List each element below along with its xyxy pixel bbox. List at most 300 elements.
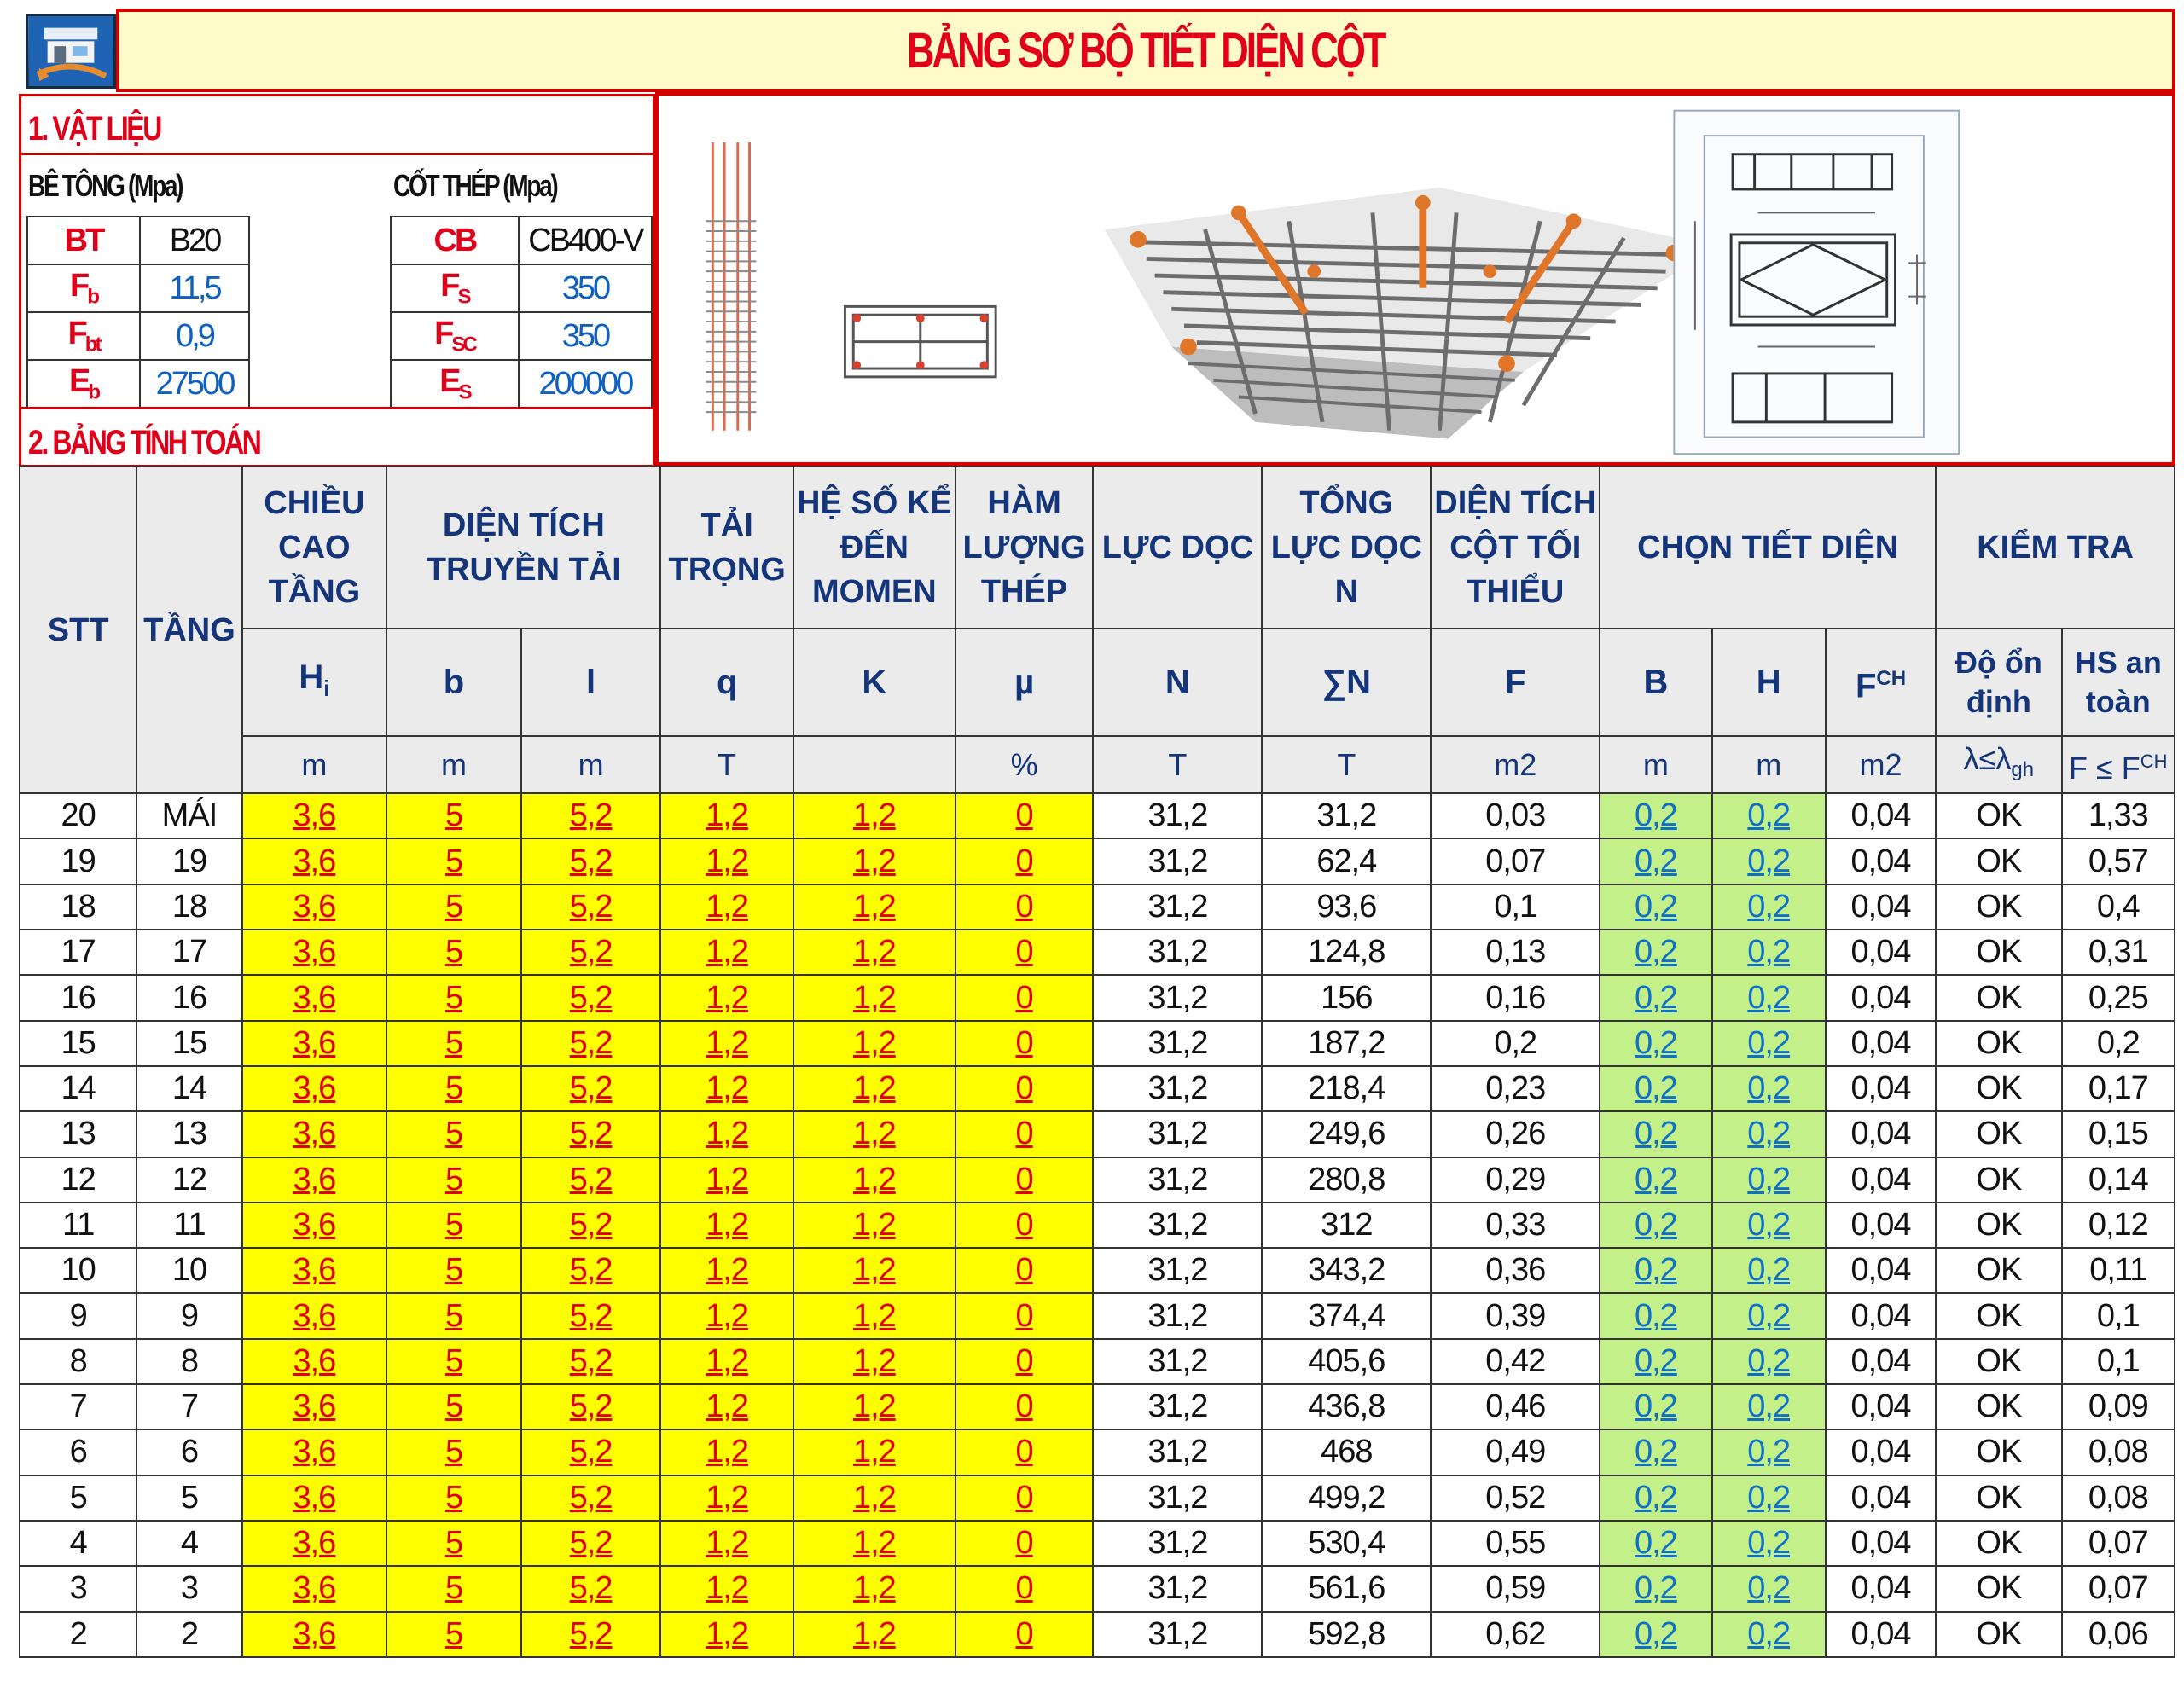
cell-k[interactable]: 1,2 (793, 793, 956, 838)
cell-hi[interactable]: 3,6 (242, 1475, 387, 1521)
cell-hs: 0,57 (2062, 838, 2175, 884)
table-row (20, 1021, 2175, 1066)
cell-b[interactable]: 5 (386, 1248, 521, 1293)
cell-mu[interactable]: 0 (956, 1248, 1094, 1293)
header-kiem-tra: KIỂM TRA (1936, 467, 2175, 629)
cell-n: 31,2 (1093, 930, 1262, 975)
cell-b[interactable]: 5 (386, 884, 521, 930)
cell-tang: 9 (136, 1293, 241, 1338)
cell-hh[interactable]: 0,2 (1712, 1475, 1826, 1521)
cell-stt: 19 (20, 838, 136, 884)
steel-row (391, 264, 652, 312)
cell-fch: 0,04 (1826, 975, 1936, 1020)
cell-k[interactable]: 1,2 (793, 1429, 956, 1475)
cell-l[interactable]: 5,2 (521, 1157, 661, 1203)
steel-fsc-value[interactable]: 350 (519, 312, 652, 360)
cell-hi[interactable]: 3,6 (242, 1293, 387, 1338)
cell-hi[interactable]: 3,6 (242, 1612, 387, 1657)
header-dien-tich: DIỆN TÍCH TRUYỀN TẢI (386, 467, 660, 629)
cell-n: 31,2 (1093, 1612, 1262, 1657)
header-ham-luong: HÀM LƯỢNG THÉP (956, 467, 1094, 629)
cell-mu[interactable]: 0 (956, 930, 1094, 975)
cell-l[interactable]: 5,2 (521, 793, 661, 838)
cell-k[interactable]: 1,2 (793, 1157, 956, 1203)
cell-f: 0,62 (1431, 1612, 1600, 1657)
cell-hs: 0,07 (2062, 1566, 2175, 1611)
cell-f: 0,23 (1431, 1066, 1600, 1111)
cell-n: 31,2 (1093, 1475, 1262, 1521)
cell-f: 0,2 (1431, 1021, 1600, 1066)
cell-hs: 0,1 (2062, 1339, 2175, 1384)
cell-l[interactable]: 5,2 (521, 1429, 661, 1475)
cell-n: 31,2 (1093, 1566, 1262, 1611)
cell-hi[interactable]: 3,6 (242, 884, 387, 930)
cell-hh[interactable]: 0,2 (1712, 1111, 1826, 1157)
cell-ok: OK (1936, 1293, 2061, 1338)
cell-bb[interactable]: 0,2 (1600, 1612, 1711, 1657)
cell-bb[interactable]: 0,2 (1600, 1066, 1711, 1111)
cell-b[interactable]: 5 (386, 1339, 521, 1384)
concrete-row (27, 264, 249, 312)
cell-q[interactable]: 1,2 (660, 1429, 793, 1475)
cell-fch: 0,04 (1826, 1612, 1936, 1657)
steel-grade-label: CB (391, 217, 519, 264)
cell-fch: 0,04 (1826, 1339, 1936, 1384)
cell-fch: 0,04 (1826, 1521, 1936, 1566)
cell-b[interactable]: 5 (386, 1293, 521, 1338)
cell-mu[interactable]: 0 (956, 1293, 1094, 1338)
cell-q[interactable]: 1,2 (660, 1475, 793, 1521)
cell-hi[interactable]: 3,6 (242, 793, 387, 838)
concrete-fbt-value[interactable]: 0,9 (140, 312, 249, 360)
table-row (20, 1521, 2175, 1566)
cell-b[interactable]: 5 (386, 1203, 521, 1248)
symbol-row (20, 629, 2175, 736)
cell-hs: 0,11 (2062, 1248, 2175, 1293)
cell-k[interactable]: 1,2 (793, 1293, 956, 1338)
cell-k[interactable]: 1,2 (793, 975, 956, 1020)
concrete-row (27, 312, 249, 360)
cell-stt: 4 (20, 1521, 136, 1566)
cell-bb[interactable]: 0,2 (1600, 1521, 1711, 1566)
cell-hs: 0,12 (2062, 1203, 2175, 1248)
cell-q[interactable]: 1,2 (660, 1612, 793, 1657)
cell-mu[interactable]: 0 (956, 1429, 1094, 1475)
cell-k[interactable]: 1,2 (793, 1612, 956, 1657)
header-he-so: HỆ SỐ KỂ ĐẾN MOMEN (793, 467, 956, 629)
steel-row (391, 360, 652, 408)
symbol-hs-an-toan: HS an toàn (2062, 629, 2175, 736)
cell-l[interactable]: 5,2 (521, 1475, 661, 1521)
cell-bb[interactable]: 0,2 (1600, 975, 1711, 1020)
concrete-table (26, 216, 250, 409)
cell-fch: 0,04 (1826, 793, 1936, 838)
cell-l[interactable]: 5,2 (521, 884, 661, 930)
concrete-fbt-label: $F_{bt}$ (27, 312, 140, 360)
cell-f: 0,36 (1431, 1248, 1600, 1293)
cell-bb[interactable]: 0,2 (1600, 1339, 1711, 1384)
cell-q[interactable]: 1,2 (660, 1384, 793, 1429)
header-tai-trong: TẢI TRỌNG (660, 467, 793, 629)
cell-b[interactable]: 5 (386, 1612, 521, 1657)
app-logo (26, 14, 116, 89)
cell-hi[interactable]: 3,6 (242, 1566, 387, 1611)
title-bar (116, 9, 2175, 92)
cell-fch: 0,04 (1826, 1066, 1936, 1111)
cell-q[interactable]: 1,2 (660, 1157, 793, 1203)
unit-do-on-dinh: $\lambda\le\lambda_{gh}$ (1936, 736, 2061, 793)
cell-hs: 0,15 (2062, 1111, 2175, 1157)
table-row (20, 1066, 2175, 1111)
cell-l[interactable]: 5,2 (521, 1339, 661, 1384)
cell-q[interactable]: 1,2 (660, 1339, 793, 1384)
table-row (20, 1566, 2175, 1611)
unit-hi: m (242, 736, 387, 793)
cell-b[interactable]: 5 (386, 1566, 521, 1611)
cell-q[interactable]: 1,2 (660, 1066, 793, 1111)
cell-mu[interactable]: 0 (956, 975, 1094, 1020)
concrete-grade-label: BT (27, 217, 140, 264)
cell-k[interactable]: 1,2 (793, 1066, 956, 1111)
cell-bb[interactable]: 0,2 (1600, 1293, 1711, 1338)
cell-l[interactable]: 5,2 (521, 1566, 661, 1611)
cell-stt: 18 (20, 884, 136, 930)
cell-b[interactable]: 5 (386, 1384, 521, 1429)
cell-stt: 3 (20, 1566, 136, 1611)
cell-mu[interactable]: 0 (956, 793, 1094, 838)
cell-q[interactable]: 1,2 (660, 838, 793, 884)
cell-b[interactable]: 5 (386, 1021, 521, 1066)
cell-mu[interactable]: 0 (956, 1566, 1094, 1611)
cell-tang: 4 (136, 1521, 241, 1566)
cell-k[interactable]: 1,2 (793, 1384, 956, 1429)
cell-bb[interactable]: 0,2 (1600, 1429, 1711, 1475)
cell-mu[interactable]: 0 (956, 1157, 1094, 1203)
header-tong-luc: TỔNG LỰC DỌC N (1262, 467, 1431, 629)
cell-n: 31,2 (1093, 975, 1262, 1020)
cell-stt: 20 (20, 793, 136, 838)
unit-f: m2 (1431, 736, 1600, 793)
cell-hs: 0,17 (2062, 1066, 2175, 1111)
cell-q[interactable]: 1,2 (660, 975, 793, 1020)
rebar-drawings-image (659, 96, 2172, 462)
cell-sum-n: 280,8 (1262, 1157, 1431, 1203)
cell-sum-n: 561,6 (1262, 1566, 1431, 1611)
cell-hi[interactable]: 3,6 (242, 838, 387, 884)
cell-mu[interactable]: 0 (956, 1612, 1094, 1657)
header-tang: TẦNG (136, 467, 241, 793)
concrete-eb-label: $E_b$ (27, 360, 140, 408)
steel-grade-value[interactable]: CB400-V (519, 217, 652, 264)
cell-fch: 0,04 (1826, 1429, 1936, 1475)
cell-l[interactable]: 5,2 (521, 1384, 661, 1429)
cell-bb[interactable]: 0,2 (1600, 1566, 1711, 1611)
cell-hi[interactable]: 3,6 (242, 975, 387, 1020)
cell-bb[interactable]: 0,2 (1600, 1384, 1711, 1429)
cell-q[interactable]: 1,2 (660, 1521, 793, 1566)
cell-stt: 2 (20, 1612, 136, 1657)
cell-hs: 0,09 (2062, 1384, 2175, 1429)
cell-bb[interactable]: 0,2 (1600, 884, 1711, 930)
cell-hs: 0,25 (2062, 975, 2175, 1020)
cell-b[interactable]: 5 (386, 975, 521, 1020)
cell-sum-n: 592,8 (1262, 1612, 1431, 1657)
cell-bb[interactable]: 0,2 (1600, 1157, 1711, 1203)
cell-ok: OK (1936, 1203, 2061, 1248)
cell-sum-n: 218,4 (1262, 1066, 1431, 1111)
cell-fch: 0,04 (1826, 1157, 1936, 1203)
cell-f: 0,42 (1431, 1339, 1600, 1384)
steel-es-value[interactable]: 200000 (519, 360, 652, 408)
cell-f: 0,46 (1431, 1384, 1600, 1429)
cell-bb[interactable]: 0,2 (1600, 838, 1711, 884)
cell-mu[interactable]: 0 (956, 1339, 1094, 1384)
cell-k[interactable]: 1,2 (793, 1111, 956, 1157)
cell-b[interactable]: 5 (386, 1157, 521, 1203)
cell-hh[interactable]: 0,2 (1712, 838, 1826, 884)
table-row (20, 884, 2175, 930)
cell-sum-n: 156 (1262, 975, 1431, 1020)
divider (21, 153, 653, 155)
cell-hh[interactable]: 0,2 (1712, 884, 1826, 930)
unit-b: m (386, 736, 521, 793)
table-row (20, 1612, 2175, 1657)
cell-tang: 10 (136, 1248, 241, 1293)
cell-n: 31,2 (1093, 1339, 1262, 1384)
cell-hi[interactable]: 3,6 (242, 1429, 387, 1475)
cell-q[interactable]: 1,2 (660, 793, 793, 838)
cell-b[interactable]: 5 (386, 838, 521, 884)
table-row (20, 838, 2175, 884)
cell-hh[interactable]: 0,2 (1712, 930, 1826, 975)
cell-bb[interactable]: 0,2 (1600, 930, 1711, 975)
table-row (20, 975, 2175, 1020)
cell-f: 0,29 (1431, 1157, 1600, 1203)
cell-k[interactable]: 1,2 (793, 1021, 956, 1066)
cell-hi[interactable]: 3,6 (242, 1521, 387, 1566)
cell-fch: 0,04 (1826, 1111, 1936, 1157)
cell-stt: 13 (20, 1111, 136, 1157)
cell-bb[interactable]: 0,2 (1600, 1248, 1711, 1293)
cell-hi[interactable]: 3,6 (242, 1248, 387, 1293)
cell-ok: OK (1936, 1157, 2061, 1203)
cell-l[interactable]: 5,2 (521, 1612, 661, 1657)
cell-k[interactable]: 1,2 (793, 930, 956, 975)
cell-l[interactable]: 5,2 (521, 838, 661, 884)
cell-k[interactable]: 1,2 (793, 1475, 956, 1521)
table-row (20, 1111, 2175, 1157)
cell-k[interactable]: 1,2 (793, 838, 956, 884)
steel-fs-label: $F_S$ (391, 264, 519, 312)
cell-hh[interactable]: 0,2 (1712, 1384, 1826, 1429)
concrete-label: BÊ TÔNG (Mpa) (28, 168, 183, 203)
concrete-eb-value[interactable]: 27500 (140, 360, 249, 408)
cell-bb[interactable]: 0,2 (1600, 793, 1711, 838)
cell-sum-n: 124,8 (1262, 930, 1431, 975)
unit-hs-an-toan: $F \le F^{CH}$ (2062, 736, 2175, 793)
cell-l[interactable]: 5,2 (521, 1021, 661, 1066)
cell-hh[interactable]: 0,2 (1712, 1021, 1826, 1066)
cell-sum-n: 62,4 (1262, 838, 1431, 884)
cell-hh[interactable]: 0,2 (1712, 1248, 1826, 1293)
cell-fch: 0,04 (1826, 1566, 1936, 1611)
table-row (20, 1475, 2175, 1521)
concrete-fb-value[interactable]: 11,5 (140, 264, 249, 312)
cell-l[interactable]: 5,2 (521, 1111, 661, 1157)
cell-b[interactable]: 5 (386, 793, 521, 838)
cell-hh[interactable]: 0,2 (1712, 1339, 1826, 1384)
cell-sum-n: 343,2 (1262, 1248, 1431, 1293)
symbol-f: F (1431, 629, 1600, 736)
unit-sum-n: T (1262, 736, 1431, 793)
cell-q[interactable]: 1,2 (660, 1566, 793, 1611)
cell-hh[interactable]: 0,2 (1712, 1521, 1826, 1566)
cell-stt: 5 (20, 1475, 136, 1521)
cell-hh[interactable]: 0,2 (1712, 1429, 1826, 1475)
calc-section-label: 2. BẢNG TÍNH TOÁN (28, 424, 260, 461)
cell-b[interactable]: 5 (386, 1475, 521, 1521)
table-row (20, 1339, 2175, 1384)
cell-b[interactable]: 5 (386, 1521, 521, 1566)
cell-mu[interactable]: 0 (956, 838, 1094, 884)
cell-q[interactable]: 1,2 (660, 1111, 793, 1157)
cell-ok: OK (1936, 1339, 2061, 1384)
cell-hs: 0,08 (2062, 1429, 2175, 1475)
unit-l: m (521, 736, 661, 793)
symbol-h-select: H (1712, 629, 1826, 736)
cell-hh[interactable]: 0,2 (1712, 793, 1826, 838)
cell-tang: 18 (136, 884, 241, 930)
cell-hi[interactable]: 3,6 (242, 1384, 387, 1429)
cell-mu[interactable]: 0 (956, 1066, 1094, 1111)
cell-k[interactable]: 1,2 (793, 884, 956, 930)
cell-hi[interactable]: 3,6 (242, 1203, 387, 1248)
symbol-k: K (793, 629, 956, 736)
cell-ok: OK (1936, 793, 2061, 838)
steel-row (391, 217, 652, 264)
cell-hi[interactable]: 3,6 (242, 1066, 387, 1111)
cell-l[interactable]: 5,2 (521, 975, 661, 1020)
cell-hh[interactable]: 0,2 (1712, 1066, 1826, 1111)
table-row (20, 1293, 2175, 1338)
cell-tang: MÁI (136, 793, 241, 838)
cell-k[interactable]: 1,2 (793, 1203, 956, 1248)
cell-hi[interactable]: 3,6 (242, 1157, 387, 1203)
cell-hs: 0,4 (2062, 884, 2175, 930)
cell-ok: OK (1936, 1021, 2061, 1066)
symbol-b-select: B (1600, 629, 1711, 736)
cell-tang: 19 (136, 838, 241, 884)
cell-bb[interactable]: 0,2 (1600, 1203, 1711, 1248)
cell-k[interactable]: 1,2 (793, 1339, 956, 1384)
cell-tang: 12 (136, 1157, 241, 1203)
cell-l[interactable]: 5,2 (521, 1066, 661, 1111)
cell-n: 31,2 (1093, 1248, 1262, 1293)
cell-f: 0,52 (1431, 1475, 1600, 1521)
cell-q[interactable]: 1,2 (660, 884, 793, 930)
divider (21, 407, 653, 409)
cell-stt: 16 (20, 975, 136, 1020)
cell-l[interactable]: 5,2 (521, 1203, 661, 1248)
cell-b[interactable]: 5 (386, 1066, 521, 1111)
cell-ok: OK (1936, 1475, 2061, 1521)
cell-l[interactable]: 5,2 (521, 1293, 661, 1338)
cell-bb[interactable]: 0,2 (1600, 1111, 1711, 1157)
cell-stt: 17 (20, 930, 136, 975)
cell-q[interactable]: 1,2 (660, 1021, 793, 1066)
cell-b[interactable]: 5 (386, 930, 521, 975)
cell-l[interactable]: 5,2 (521, 1248, 661, 1293)
cell-ok: OK (1936, 1248, 2061, 1293)
cell-b[interactable]: 5 (386, 1429, 521, 1475)
cell-ok: OK (1936, 1521, 2061, 1566)
cell-hh[interactable]: 0,2 (1712, 1293, 1826, 1338)
cell-ok: OK (1936, 1612, 2061, 1657)
symbol-mu: µ (956, 629, 1094, 736)
cell-mu[interactable]: 0 (956, 1021, 1094, 1066)
cell-n: 31,2 (1093, 1384, 1262, 1429)
cell-hi[interactable]: 3,6 (242, 1021, 387, 1066)
cell-hh[interactable]: 0,2 (1712, 1612, 1826, 1657)
cell-hh[interactable]: 0,2 (1712, 1203, 1826, 1248)
table-row (20, 1384, 2175, 1429)
cell-hi[interactable]: 3,6 (242, 930, 387, 975)
cell-l[interactable]: 5,2 (521, 1521, 661, 1566)
cell-mu[interactable]: 0 (956, 1521, 1094, 1566)
header-dien-tich-cot: DIỆN TÍCH CỘT TỐI THIỂU (1431, 467, 1600, 629)
table-row (20, 1203, 2175, 1248)
cell-f: 0,55 (1431, 1521, 1600, 1566)
cell-q[interactable]: 1,2 (660, 1293, 793, 1338)
cell-fch: 0,04 (1826, 1293, 1936, 1338)
cell-n: 31,2 (1093, 1203, 1262, 1248)
steel-fs-value[interactable]: 350 (519, 264, 652, 312)
cell-k[interactable]: 1,2 (793, 1566, 956, 1611)
cell-hh[interactable]: 0,2 (1712, 1566, 1826, 1611)
cell-f: 0,16 (1431, 975, 1600, 1020)
cell-q[interactable]: 1,2 (660, 1203, 793, 1248)
cell-mu[interactable]: 0 (956, 1475, 1094, 1521)
cell-tang: 8 (136, 1339, 241, 1384)
cell-hi[interactable]: 3,6 (242, 1111, 387, 1157)
cell-k[interactable]: 1,2 (793, 1521, 956, 1566)
concrete-grade-value[interactable]: B20 (140, 217, 249, 264)
cell-k[interactable]: 1,2 (793, 1248, 956, 1293)
cell-tang: 14 (136, 1066, 241, 1111)
cell-mu[interactable]: 0 (956, 1111, 1094, 1157)
cell-q[interactable]: 1,2 (660, 930, 793, 975)
cell-tang: 3 (136, 1566, 241, 1611)
cell-bb[interactable]: 0,2 (1600, 1021, 1711, 1066)
cell-n: 31,2 (1093, 1021, 1262, 1066)
cell-f: 0,03 (1431, 793, 1600, 838)
cell-mu[interactable]: 0 (956, 1203, 1094, 1248)
cell-mu[interactable]: 0 (956, 884, 1094, 930)
cell-q[interactable]: 1,2 (660, 1248, 793, 1293)
cell-hi[interactable]: 3,6 (242, 1339, 387, 1384)
cell-sum-n: 93,6 (1262, 884, 1431, 930)
cell-l[interactable]: 5,2 (521, 930, 661, 975)
cell-hh[interactable]: 0,2 (1712, 975, 1826, 1020)
table-row (20, 1248, 2175, 1293)
cell-b[interactable]: 5 (386, 1111, 521, 1157)
detail-sheet-drawing (1674, 111, 1959, 455)
cell-f: 0,33 (1431, 1203, 1600, 1248)
cell-hh[interactable]: 0,2 (1712, 1157, 1826, 1203)
cell-bb[interactable]: 0,2 (1600, 1475, 1711, 1521)
symbol-sum-n: ∑N (1262, 629, 1431, 736)
cell-mu[interactable]: 0 (956, 1384, 1094, 1429)
